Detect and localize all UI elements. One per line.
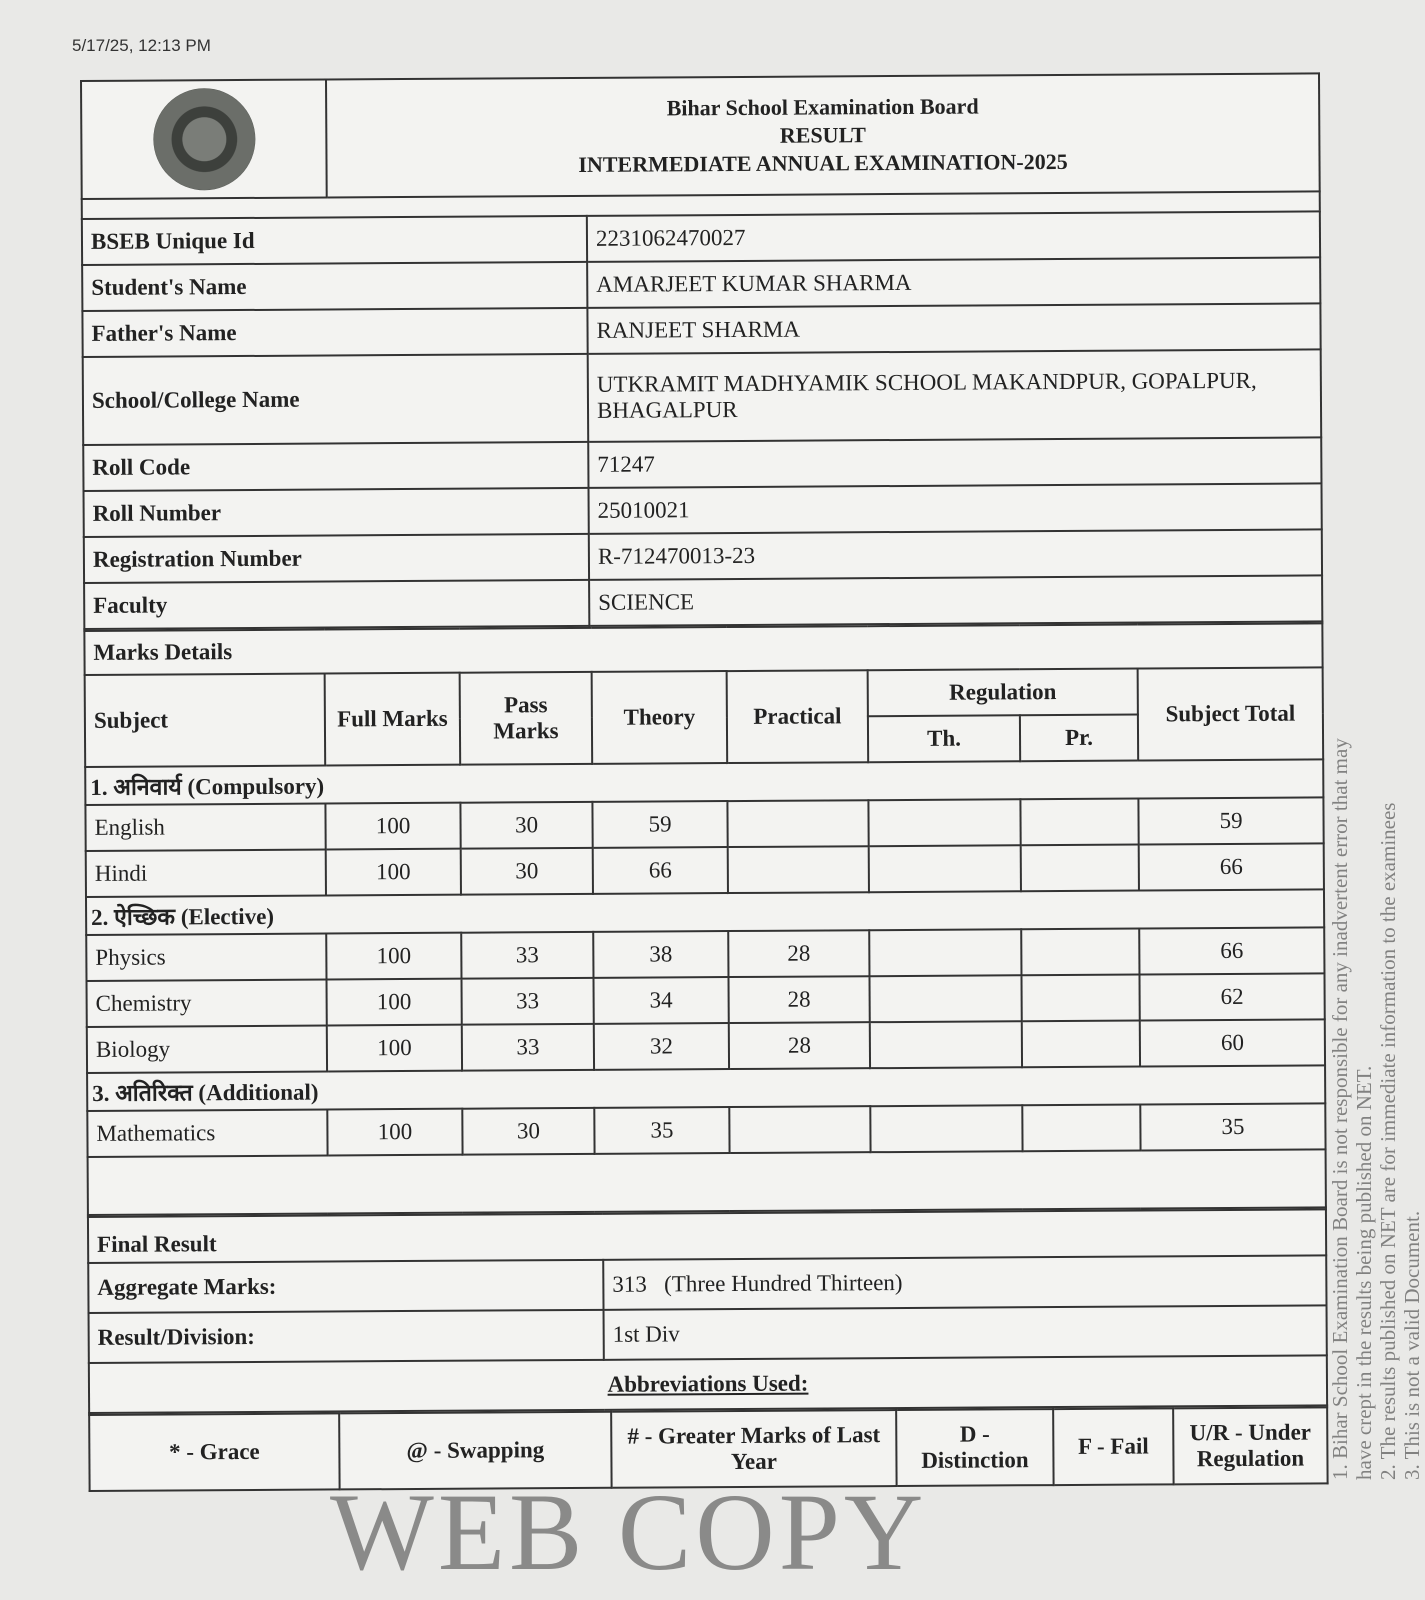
cell-pass: 30: [460, 802, 592, 849]
col-reg-th: Th.: [868, 715, 1020, 762]
result-heading: RESULT: [779, 122, 866, 148]
info-value: RANJEET SHARMA: [587, 303, 1320, 353]
info-row: [84, 483, 1322, 537]
subject-row: [85, 797, 1323, 851]
info-value: R-712470013-23: [589, 529, 1322, 579]
cell-subject: Biology: [87, 1026, 327, 1073]
subject-row: [87, 1103, 1325, 1157]
result-document: [80, 72, 1329, 1492]
cell-pr: [1022, 1105, 1140, 1152]
section-title: 1. अनिवार्य (Compulsory): [85, 759, 1323, 805]
cell-total: 59: [1138, 797, 1323, 844]
cell-pr: [1022, 1021, 1140, 1068]
col-full-marks: Full Marks: [325, 673, 461, 766]
col-subject-total: Subject Total: [1138, 667, 1324, 760]
info-value: 71247: [588, 437, 1321, 487]
final-result-label: Final Result: [88, 1209, 1326, 1263]
col-subject: Subject: [85, 674, 326, 767]
abbreviation-item: @ - Swapping: [339, 1412, 611, 1490]
cell-theory: 66: [593, 847, 728, 894]
aggregate-value: 313: [612, 1271, 647, 1297]
web-copy-watermark: WEB COPY: [330, 1471, 928, 1593]
info-value: UTKRAMIT MADHYAMIK SCHOOL MAKANDPUR, GOPALPUR, BHAGALPUR: [588, 349, 1322, 441]
cell-pass: 33: [462, 1024, 594, 1071]
cell-th: [869, 975, 1021, 1022]
info-label: Student's Name: [82, 262, 587, 311]
cell-practical: 28: [728, 976, 869, 1023]
subject-row: [87, 1019, 1325, 1073]
cell-total: 66: [1139, 843, 1324, 890]
cell-full: 100: [327, 1109, 462, 1156]
division-label: Result/Division:: [89, 1310, 604, 1363]
header-table: [80, 72, 1321, 200]
print-timestamp: 5/17/25, 12:13 PM: [72, 36, 211, 55]
cell-subject: Mathematics: [87, 1110, 327, 1157]
info-row: [83, 349, 1322, 445]
bseb-seal-logo: [153, 88, 256, 191]
cell-subject: Chemistry: [87, 980, 327, 1027]
cell-full: 100: [326, 979, 461, 1026]
watermark-note-2: 2. The results published on NET are for immediate information to the examinees: [1376, 802, 1400, 1480]
cell-subject: Hindi: [86, 850, 326, 897]
cell-practical: [727, 800, 868, 847]
info-value: 25010021: [589, 483, 1322, 533]
info-value: AMARJEET KUMAR SHARMA: [587, 257, 1320, 307]
subject-row: [86, 843, 1324, 897]
cell-pr: [1021, 975, 1139, 1022]
info-value: SCIENCE: [589, 575, 1322, 625]
abbreviations-table: [88, 1406, 1328, 1492]
subject-row: [87, 973, 1325, 1027]
aggregate-words: (Three Hundred Thirteen): [664, 1269, 903, 1297]
cell-full: 100: [326, 849, 461, 896]
info-row: [82, 211, 1320, 265]
info-row: [82, 303, 1320, 357]
cell-pr: [1020, 799, 1138, 846]
cell-full: 100: [327, 1025, 462, 1072]
subject-row: [86, 927, 1324, 981]
cell-pass: 30: [462, 1108, 594, 1155]
info-value: 2231062470027: [587, 211, 1320, 261]
cell-total: 62: [1139, 973, 1324, 1020]
watermark-notes: [1328, 100, 1424, 1480]
cell-theory: 59: [592, 801, 727, 848]
cell-total: 60: [1140, 1019, 1325, 1066]
cell-total: 66: [1139, 927, 1324, 974]
cell-pass: 30: [461, 848, 593, 895]
cell-practical: 28: [729, 1022, 870, 1069]
cell-pass: 33: [461, 932, 593, 979]
cell-subject: English: [85, 804, 325, 851]
abbreviation-item: U/R - Under Regulation: [1173, 1407, 1327, 1484]
cell-full: 100: [325, 803, 460, 850]
aggregate-value-cell: [603, 1255, 1326, 1309]
cell-practical: [729, 1106, 870, 1153]
cell-th: [870, 1021, 1022, 1068]
col-practical: Practical: [727, 670, 869, 763]
info-label: Roll Number: [84, 488, 589, 537]
watermark-note-1b: have crept in the results being published on NET.: [1352, 1065, 1376, 1480]
aggregate-label: Aggregate Marks:: [88, 1260, 603, 1313]
info-label: Faculty: [84, 580, 589, 629]
cell-th: [870, 1105, 1022, 1152]
abbreviation-item: # - Greater Marks of Last Year: [611, 1410, 896, 1488]
header-title: [326, 73, 1320, 197]
cell-total: 35: [1140, 1103, 1325, 1150]
student-info-table: [81, 210, 1323, 630]
cell-practical: 28: [728, 930, 869, 977]
blank-row: [88, 1149, 1326, 1215]
watermark-note-3: 3. This is not a valid Document.: [1400, 1210, 1424, 1480]
cell-pr: [1021, 845, 1139, 892]
section-title: 2. ऐच्छिक (Elective): [86, 889, 1324, 935]
exam-name: INTERMEDIATE ANNUAL EXAMINATION-2025: [578, 148, 1068, 177]
col-pass-marks: Pass Marks: [460, 672, 593, 765]
cell-practical: [728, 846, 869, 893]
abbreviation-item: * - Grace: [89, 1413, 339, 1491]
marks-details-label: Marks Details: [84, 623, 1322, 675]
division-value: 1st Div: [604, 1305, 1327, 1359]
abbreviations-title: Abbreviations Used:: [89, 1355, 1327, 1413]
watermark-note-1: 1. Bihar School Examination Board is not responsible for any inadvertent error that may: [1328, 738, 1352, 1480]
col-reg-pr: Pr.: [1020, 715, 1138, 762]
info-row: [84, 575, 1322, 629]
cell-full: 100: [326, 933, 461, 980]
cell-theory: 32: [594, 1023, 729, 1070]
cell-subject: Physics: [86, 934, 326, 981]
cell-pass: 33: [461, 978, 593, 1025]
info-label: Registration Number: [84, 534, 589, 583]
info-label: Father's Name: [82, 308, 587, 357]
cell-theory: 38: [593, 931, 728, 978]
cell-th: [869, 845, 1021, 892]
info-row: [84, 529, 1322, 583]
col-theory: Theory: [592, 671, 728, 764]
seal-cell: [81, 79, 327, 198]
final-result-table: [87, 1208, 1328, 1414]
cell-pr: [1021, 929, 1139, 976]
info-label: Roll Code: [83, 442, 588, 491]
col-regulation: Regulation: [868, 669, 1138, 717]
cell-th: [868, 799, 1020, 846]
board-name: Bihar School Examination Board: [666, 93, 979, 121]
info-label: BSEB Unique Id: [82, 216, 587, 265]
marks-table: [83, 622, 1327, 1216]
cell-theory: 34: [593, 977, 728, 1024]
cell-theory: 35: [594, 1107, 729, 1154]
info-row: [83, 437, 1321, 491]
info-label: School/College Name: [83, 354, 589, 445]
info-row: [82, 257, 1320, 311]
abbreviation-item: F - Fail: [1053, 1408, 1173, 1485]
cell-th: [869, 929, 1021, 976]
abbreviation-item: D - Distinction: [896, 1409, 1053, 1486]
section-title: 3. अतिरिक्त (Additional): [87, 1065, 1325, 1111]
